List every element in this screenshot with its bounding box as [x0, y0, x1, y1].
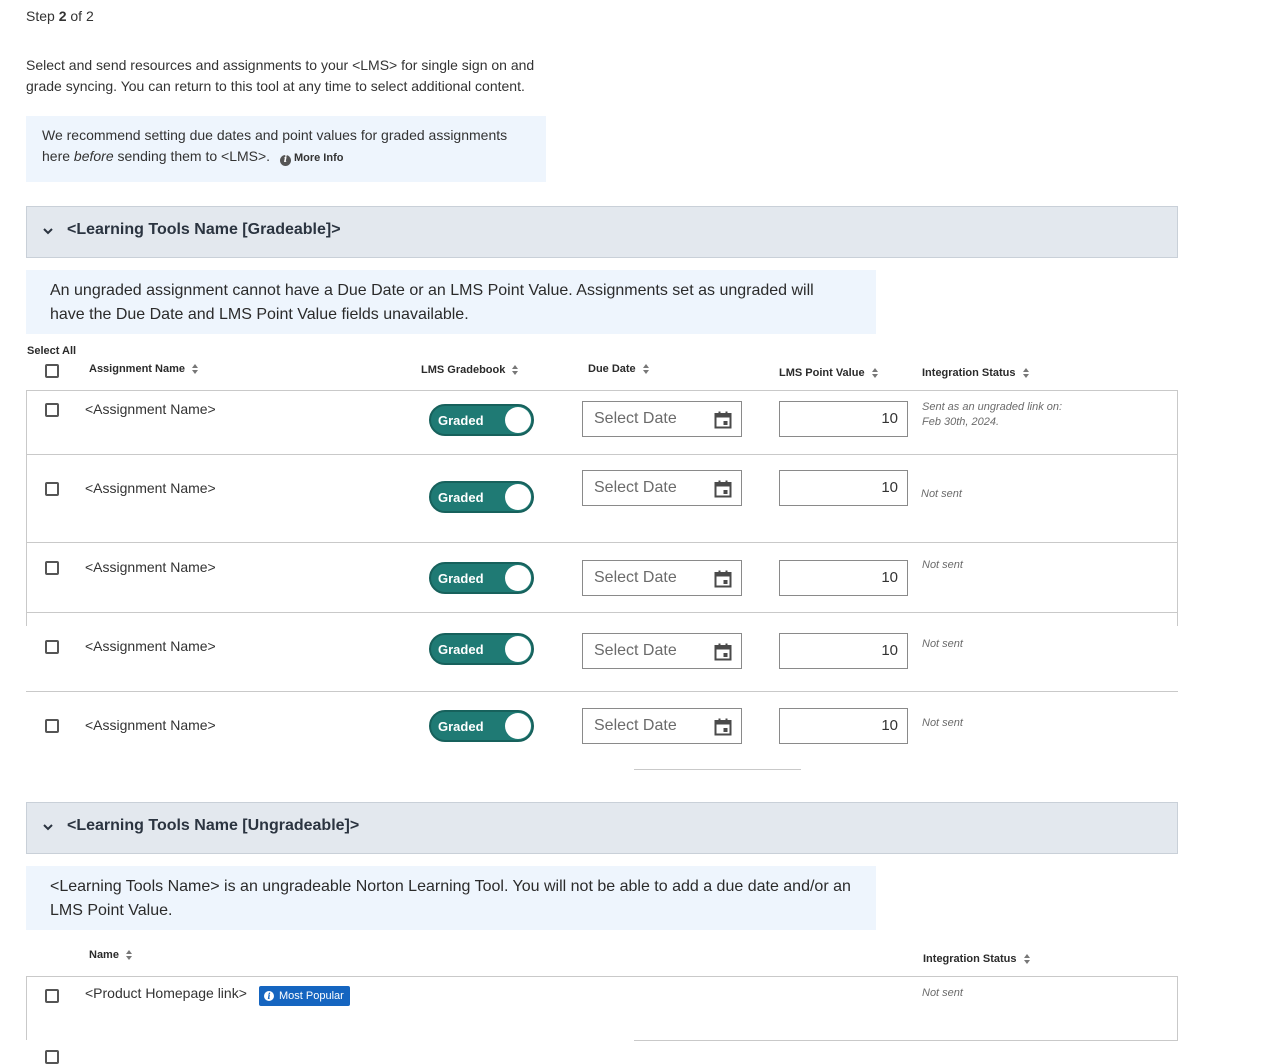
- assignment-name[interactable]: <Assignment Name>: [85, 717, 216, 733]
- point-value-field[interactable]: [779, 633, 908, 669]
- table-divider: [26, 976, 1178, 977]
- step-total: of 2: [70, 8, 94, 24]
- assignment-name[interactable]: <Assignment Name>: [85, 480, 216, 496]
- col-due-date[interactable]: [588, 363, 650, 375]
- table-divider: [26, 691, 1178, 692]
- col-integration-status[interactable]: [923, 953, 1031, 965]
- date-placeholder: Select Date: [594, 717, 677, 734]
- calendar-icon[interactable]: [714, 718, 732, 736]
- gradeable-notice: An ungraded assignment cannot have a Due Date or an LMS Point Value. Assignments set as ungraded will have the Due Date and LMS Point Value fields unavailable.: [26, 270, 876, 334]
- col-lms-point-value-label: LMS Point Value: [779, 367, 865, 379]
- most-popular-badge: [259, 986, 350, 1006]
- recommend-emphasis: before: [73, 148, 114, 164]
- step-indicator: [26, 8, 94, 24]
- ungradeable-section-header[interactable]: [26, 802, 1178, 854]
- toggle-label: Graded: [438, 413, 484, 428]
- col-assignment-name[interactable]: [89, 363, 199, 375]
- info-icon: i: [280, 155, 291, 166]
- more-info-label: More Info: [293, 152, 344, 164]
- row-checkbox[interactable]: [45, 1050, 59, 1064]
- due-date-field[interactable]: [582, 633, 742, 669]
- recommendation-box: [26, 116, 546, 182]
- graded-toggle[interactable]: [429, 710, 534, 742]
- chevron-down-icon[interactable]: [41, 224, 55, 238]
- sort-icon: [871, 367, 879, 379]
- integration-status: [922, 400, 1062, 430]
- due-date-field[interactable]: [582, 560, 742, 596]
- date-placeholder: Select Date: [594, 410, 677, 427]
- table-divider: [634, 1040, 1178, 1041]
- col-assignment-name-label: Assignment Name: [89, 363, 185, 375]
- toggle-label: Graded: [438, 642, 484, 657]
- gradeable-section-header[interactable]: [26, 206, 1178, 258]
- ungradeable-section-title: <Learning Tools Name [Ungradeable]>: [67, 817, 360, 834]
- due-date-field[interactable]: [582, 470, 742, 506]
- info-icon: i: [264, 991, 274, 1001]
- due-date-field[interactable]: [582, 708, 742, 744]
- ungradeable-notice: <Learning Tools Name> is an ungradeable Norton Learning Tool. You will not be able to add a due date and/or an LMS Point Value.: [26, 866, 876, 930]
- more-info-link[interactable]: [280, 152, 344, 164]
- assignment-name[interactable]: <Assignment Name>: [85, 401, 216, 417]
- calendar-icon[interactable]: [714, 480, 732, 498]
- table-divider: [26, 390, 1178, 391]
- toggle-label: Graded: [438, 490, 484, 505]
- toggle-knob: [505, 407, 531, 433]
- point-value: 10: [881, 717, 898, 734]
- row-checkbox[interactable]: [45, 561, 59, 575]
- col-integration-status-label: Integration Status: [922, 367, 1016, 379]
- calendar-icon[interactable]: [714, 411, 732, 429]
- col-integration-status-label: Integration Status: [923, 953, 1017, 965]
- date-placeholder: Select Date: [594, 569, 677, 586]
- assignment-name[interactable]: <Assignment Name>: [85, 559, 216, 575]
- badge-label: Most Popular: [279, 990, 344, 1002]
- table-divider: [26, 612, 1178, 613]
- col-lms-gradebook-label: LMS Gradebook: [421, 364, 506, 376]
- table-divider: [26, 542, 1178, 543]
- integration-status: Not sent: [922, 717, 963, 729]
- point-value: 10: [881, 479, 898, 496]
- sort-icon: [1022, 367, 1030, 379]
- point-value-field[interactable]: [779, 708, 908, 744]
- point-value-field[interactable]: [779, 401, 908, 437]
- integration-status: Not sent: [921, 488, 962, 500]
- sort-icon: [642, 363, 650, 375]
- col-due-date-label: Due Date: [588, 363, 636, 375]
- due-date-field[interactable]: [582, 401, 742, 437]
- integration-status: Not sent: [922, 559, 963, 571]
- date-placeholder: Select Date: [594, 642, 677, 659]
- row-checkbox[interactable]: [45, 640, 59, 654]
- table-border-right: [1177, 976, 1178, 1040]
- assignment-name[interactable]: <Assignment Name>: [85, 638, 216, 654]
- calendar-icon[interactable]: [714, 570, 732, 588]
- point-value: 10: [881, 569, 898, 586]
- toggle-knob: [505, 484, 531, 510]
- col-lms-point-value[interactable]: [779, 367, 879, 379]
- col-lms-gradebook[interactable]: [421, 364, 519, 376]
- date-placeholder: Select Date: [594, 479, 677, 496]
- graded-toggle[interactable]: [429, 481, 534, 513]
- sort-icon: [191, 363, 199, 375]
- col-integration-status[interactable]: [922, 367, 1030, 379]
- step-current: 2: [58, 8, 67, 24]
- divider: [634, 769, 801, 770]
- toggle-knob: [505, 713, 531, 739]
- product-homepage-link[interactable]: <Product Homepage link>: [85, 985, 247, 1001]
- graded-toggle[interactable]: [429, 404, 534, 436]
- point-value-field[interactable]: [779, 560, 908, 596]
- toggle-knob: [505, 636, 531, 662]
- recommend-text-end: sending them to <LMS>.: [117, 148, 271, 164]
- toggle-label: Graded: [438, 571, 484, 586]
- graded-toggle[interactable]: [429, 562, 534, 594]
- row-checkbox[interactable]: [45, 719, 59, 733]
- status-line: Sent as an ungraded link on:: [922, 401, 1063, 413]
- sort-icon: [125, 949, 133, 961]
- status-date: Feb 30th, 2024.: [922, 416, 1000, 428]
- recommend-text: We recommend setting due dates and point values for graded assignments here: [42, 127, 508, 164]
- point-value: 10: [881, 642, 898, 659]
- sort-icon: [1023, 953, 1031, 965]
- col-name[interactable]: [89, 949, 133, 961]
- integration-status: Not sent: [922, 638, 963, 650]
- row-checkbox[interactable]: [45, 482, 59, 496]
- step-prefix: Step: [26, 8, 55, 24]
- toggle-label: Graded: [438, 719, 484, 734]
- row-checkbox[interactable]: [45, 989, 59, 1003]
- sort-icon: [511, 364, 519, 376]
- point-value-field[interactable]: [779, 470, 908, 506]
- select-all-label: Select All: [27, 345, 77, 357]
- integration-status: Not sent: [922, 987, 963, 999]
- toggle-knob: [505, 565, 531, 591]
- select-all-checkbox[interactable]: [45, 364, 59, 378]
- point-value: 10: [881, 410, 898, 427]
- calendar-icon[interactable]: [714, 643, 732, 661]
- graded-toggle[interactable]: [429, 633, 534, 665]
- col-name-label: Name: [89, 949, 119, 961]
- table-border-left: [26, 976, 27, 1040]
- row-checkbox[interactable]: [45, 403, 59, 417]
- intro-text: Select and send resources and assignments to your <LMS> for single sign on and grade syncing. You can return to this tool at any time to select additional content.: [26, 57, 535, 94]
- table-divider: [26, 454, 1178, 455]
- gradeable-section-title: <Learning Tools Name [Gradeable]>: [67, 221, 341, 238]
- chevron-down-icon[interactable]: [41, 820, 55, 834]
- table-border-left: [26, 390, 27, 626]
- table-border-right: [1177, 390, 1178, 626]
